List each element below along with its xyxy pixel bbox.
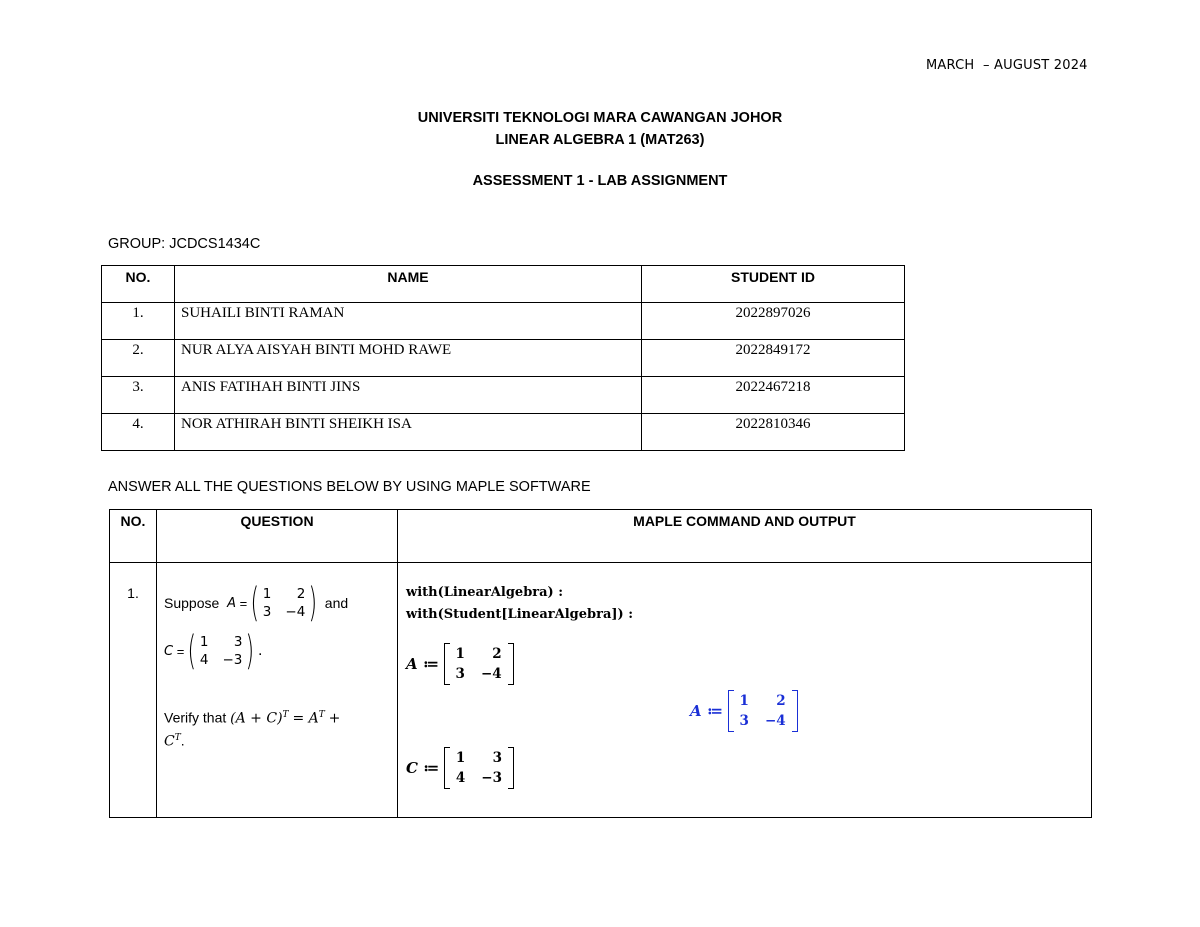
row-no: 2. (102, 340, 175, 377)
row-no: 3. (102, 377, 175, 414)
table-row (102, 303, 905, 340)
assign-a-output-label: A ≔ (690, 702, 724, 720)
matrix-cell: 3 (739, 713, 749, 729)
table-header-row (102, 266, 905, 303)
maple-input-c (406, 747, 514, 789)
verify-text (164, 706, 389, 751)
sup-t: T (318, 710, 325, 720)
and-text: and (324, 595, 349, 611)
row-name: NUR ALYA AISYAH BINTI MOHD RAWE (175, 340, 642, 377)
matrix-cell: −3 (481, 770, 502, 786)
sup-t: T (282, 710, 289, 720)
matrix-cell: 4 (455, 770, 466, 786)
course-title: LINEAR ALGEBRA 1 (MAT263) (495, 132, 705, 148)
table-row (110, 563, 1092, 818)
matrix-cell: 3 (262, 604, 272, 620)
maple-matrix-c (444, 747, 514, 789)
matrix-cell: 3 (233, 634, 243, 650)
matrix-c-line: C = ( 1 3 4 −3 ) . (164, 628, 263, 674)
maple-command-2: with(Student[LinearAlgebra]) : (406, 607, 633, 622)
verify-expr: (A + C) (230, 710, 283, 727)
c-label: C (164, 733, 175, 750)
suppose-text: Suppose (164, 595, 220, 611)
assessment-title: ASSESSMENT 1 - LAB ASSIGNMENT (472, 173, 728, 189)
matrix-cell: −3 (222, 652, 243, 668)
verify-rhs: = A (292, 710, 319, 727)
header-question: QUESTION (157, 510, 398, 563)
row-name: ANIS FATIHAH BINTI JINS (175, 377, 642, 414)
maple-output-a (690, 690, 798, 732)
matrix-cell: −4 (285, 604, 306, 620)
maple-matrix-a (444, 643, 514, 685)
matrix-cell: 1 (739, 693, 749, 709)
table-row (102, 414, 905, 451)
maple-output-matrix-a (728, 690, 798, 732)
group-label: GROUP: JCDCS1434C (108, 236, 261, 252)
row-student-id: 2022810346 (642, 414, 905, 451)
matrix-cell: 3 (492, 750, 502, 766)
matrix-cell: 1 (262, 586, 272, 602)
row-name: SUHAILI BINTI RAMAN (175, 303, 642, 340)
sup-t: T (174, 732, 181, 743)
question-cell (157, 563, 398, 818)
matrix-cell: 4 (199, 652, 209, 668)
matrix-cell: 1 (455, 750, 466, 766)
table-row (102, 377, 905, 414)
date-range: MARCH – AUGUST 2024 (926, 58, 1088, 73)
suppose-line: Suppose A = ( 1 2 3 −4 ) and (164, 580, 349, 626)
matrix-cell: 2 (492, 646, 502, 662)
matrix-cell: 1 (199, 634, 209, 650)
university-title: UNIVERSITI TEKNOLOGI MARA CAWANGAN JOHOR (417, 110, 783, 126)
question-no: 1. (110, 563, 157, 818)
instruction-text: ANSWER ALL THE QUESTIONS BELOW BY USING MAPLE SOFTWARE (108, 479, 591, 495)
row-name: NOR ATHIRAH BINTI SHEIKH ISA (175, 414, 642, 451)
row-student-id: 2022849172 (642, 340, 905, 377)
table-row (102, 340, 905, 377)
row-student-id: 2022467218 (642, 377, 905, 414)
row-no: 4. (102, 414, 175, 451)
assign-c-label: C ≔ (406, 759, 440, 777)
matrix-a: ( 1 2 3 −4 ) (250, 580, 318, 626)
matrix-a-label: A (227, 595, 236, 611)
period: . (180, 732, 185, 749)
matrix-cell: 2 (776, 693, 786, 709)
questions-table (109, 509, 1092, 818)
matrix-cell: −4 (764, 713, 786, 729)
header-maple: MAPLE COMMAND AND OUTPUT (398, 510, 1092, 563)
matrix-cell: 3 (455, 666, 465, 682)
plus-sign: + (328, 710, 341, 727)
table-header-row (110, 510, 1092, 563)
row-student-id: 2022897026 (642, 303, 905, 340)
header-no: NO. (102, 266, 175, 303)
students-table (101, 265, 905, 451)
matrix-c: ( 1 3 4 −3 ) (187, 628, 255, 674)
header-student-id: STUDENT ID (642, 266, 905, 303)
matrix-c-label: C (164, 643, 174, 659)
maple-input-a (406, 643, 514, 685)
maple-cell (398, 563, 1092, 818)
period: . (258, 642, 263, 659)
matrix-cell: −4 (480, 666, 502, 682)
row-no: 1. (102, 303, 175, 340)
header-no: NO. (110, 510, 157, 563)
matrix-cell: 2 (296, 586, 306, 602)
header-name: NAME (175, 266, 642, 303)
assign-a-label: A ≔ (406, 655, 440, 673)
matrix-cell: 1 (455, 646, 465, 662)
verify-label: Verify that (164, 709, 227, 726)
maple-command-1: with(LinearAlgebra) : (406, 585, 564, 600)
